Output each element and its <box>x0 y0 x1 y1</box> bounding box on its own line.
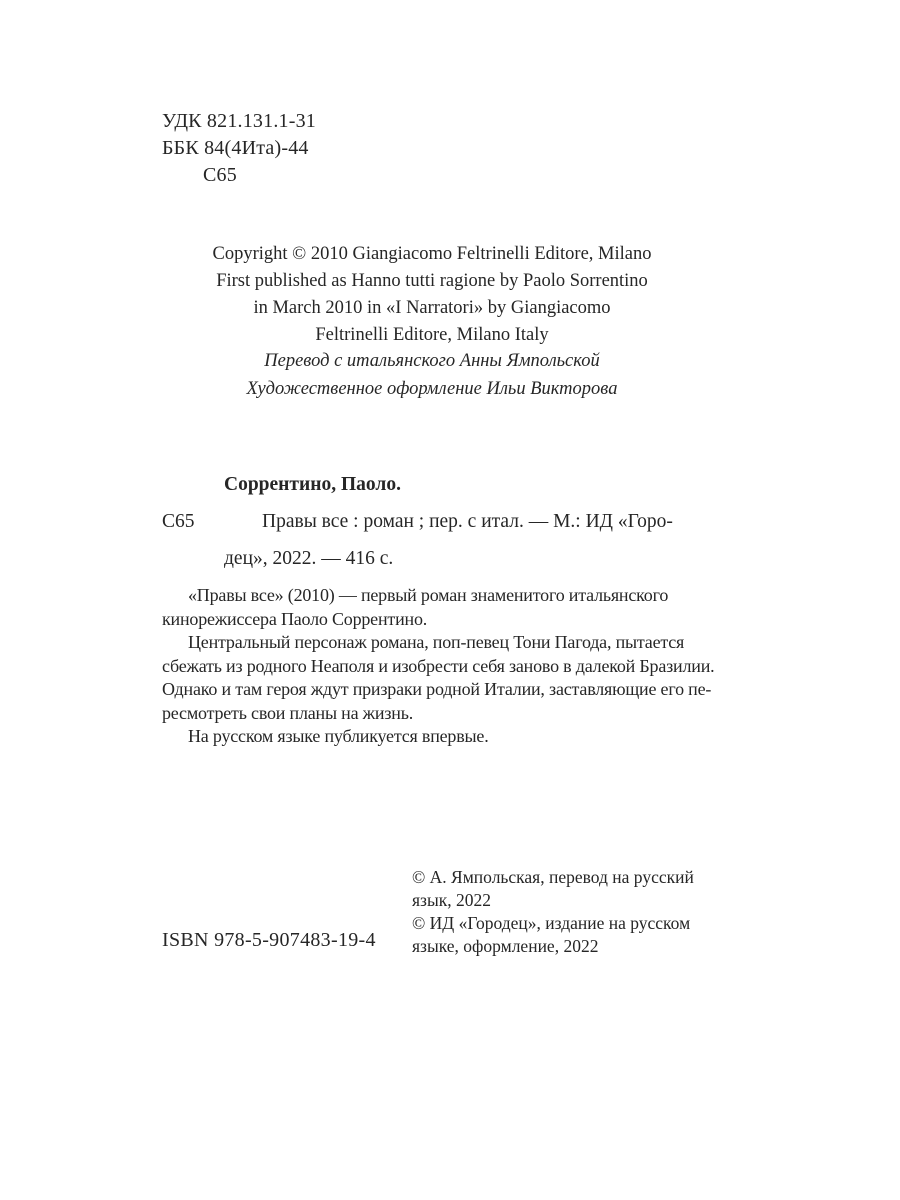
translator-credit-line: Перевод с итальянского Анны Ямпольской <box>264 351 600 371</box>
catalog-entry-line: дец», 2022. — 416 с. <box>224 548 394 569</box>
catalog-author: Соррентино, Паоло. <box>224 474 401 495</box>
russian-copyright-notices-block <box>412 866 694 958</box>
annotation-line: «Правы все» (2010) — первый роман знаменитого итальянского <box>188 585 669 605</box>
designer-credit-line: Художественное оформление Ильи Викторова <box>246 379 618 399</box>
bbk-code: ББК 84(4Ита)-44 <box>162 137 309 159</box>
catalog-entry-row <box>162 503 673 540</box>
annotation-line: На русском языке публикуется впервые. <box>188 726 489 746</box>
original-copyright-block <box>142 241 722 349</box>
classification-block <box>162 108 316 189</box>
udk-code: УДК 821.131.1-31 <box>162 110 316 132</box>
annotation-block <box>162 584 714 749</box>
annotation-line: кинорежиссера Паоло Соррентино. <box>162 608 428 629</box>
annotation-line: ресмотреть свои планы на жизнь. <box>162 702 414 723</box>
copyright-notice-line: © ИД «Городец», издание на русском <box>412 913 691 933</box>
catalog-entry-block <box>162 466 673 577</box>
copyright-line: Copyright © 2010 Giangiacomo Feltrinelli Editore, Milano <box>212 244 652 264</box>
copyright-line: in March 2010 in «I Narratori» by Giangiacomo <box>253 298 611 318</box>
annotation-line: Однако и там героя ждут призраки родной Италии, заставляющие его пе- <box>162 679 712 699</box>
copyright-notice-line: язык, 2022 <box>412 890 491 910</box>
isbn-number: ISBN 978-5-907483-19-4 <box>162 929 376 951</box>
copyright-notice-line: © А. Ямпольская, перевод на русский <box>412 867 694 887</box>
annotation-line: сбежать из родного Неаполя и изобрести себя заново в далекой Бразилии. <box>162 655 715 676</box>
copyright-line: Feltrinelli Editore, Milano Italy <box>315 325 549 345</box>
author-sign: С65 <box>203 164 237 186</box>
catalog-entry-line: Правы все : роман ; пер. с итал. — М.: ИД «Горо- <box>262 511 673 532</box>
copyright-notice-line: языке, оформление, 2022 <box>412 936 599 956</box>
translation-credits-block <box>142 347 722 403</box>
catalog-author-sign: С65 <box>162 511 195 532</box>
annotation-line: Центральный персонаж романа, поп-певец Тони Пагода, пытается <box>188 632 685 652</box>
copyright-line: First published as Hanno tutti ragione by Paolo Sorrentino <box>216 271 648 291</box>
